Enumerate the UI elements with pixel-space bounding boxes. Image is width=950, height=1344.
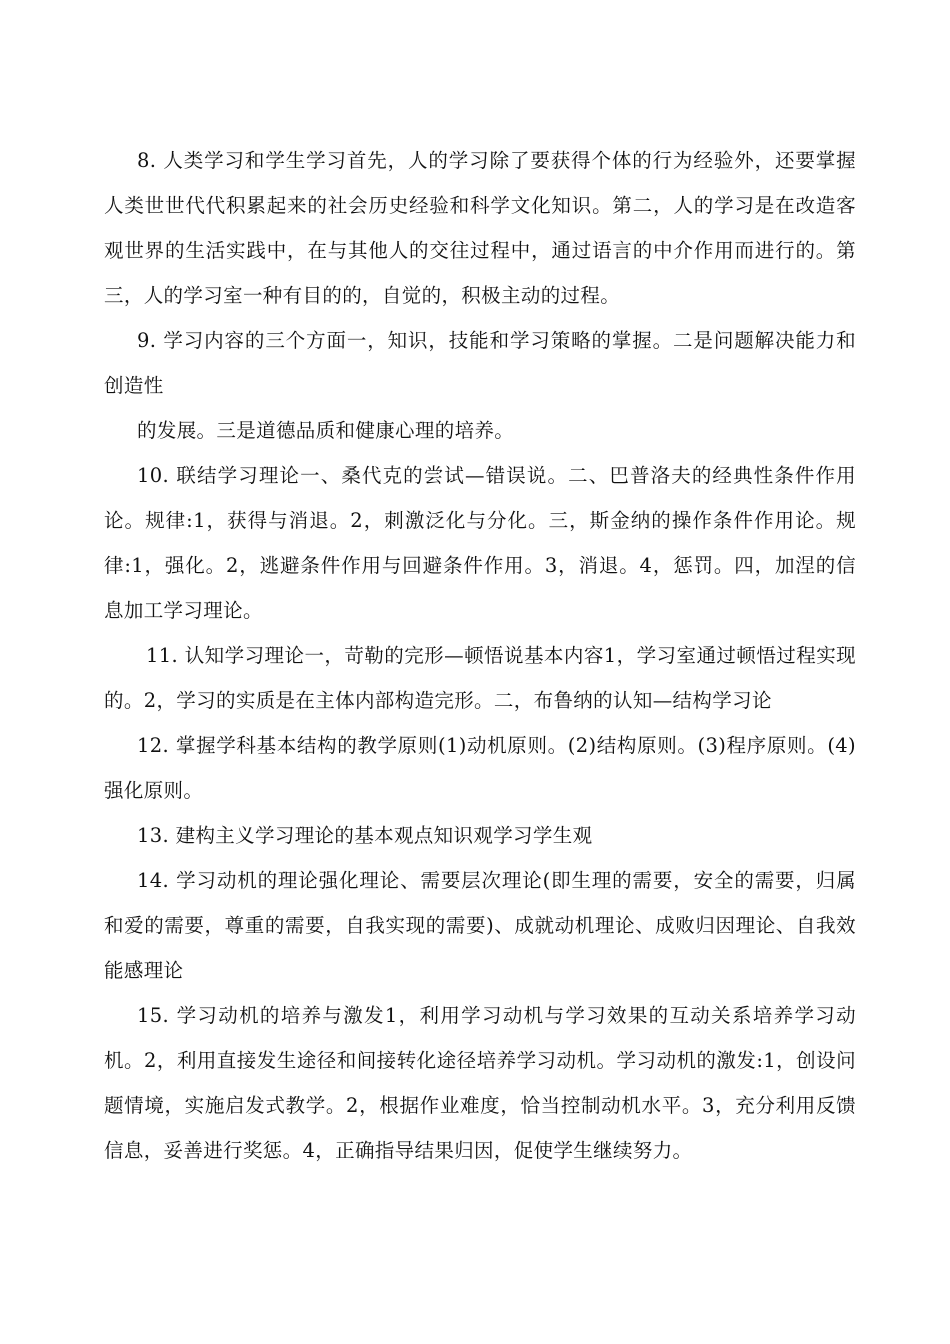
paragraph-10: 10. 联结学习理论一、桑代克的尝试—错误说。二、巴普洛夫的经典性条件作用论。规律:1，获得与消退。2，刺激泛化与分化。三，斯金纳的操作条件作用论。规律:1，强化。2，逃避条件作用与回避条件作用。3，消退。4，惩罚。四，加涅的信息加工学习理论。 — [104, 464, 856, 622]
paragraph-13: 13. 建构主义学习理论的基本观点知识观学习学生观 — [137, 824, 593, 847]
paragraph-11: 11. 认知学习理论一，苛勒的完形—顿悟说基本内容1，学习室通过顿悟过程实现的。2，学习的实质是在主体内部构造完形。二，布鲁纳的认知—结构学习论 — [104, 644, 856, 712]
paragraph-15: 15. 学习动机的培养与激发1，利用学习动机与学习效果的互动关系培养学习动机。2，利用直接发生途径和间接转化途径培养学习动机。学习动机的激发:1，创设问题情境，实施启发式教学。2，根据作业难度，恰当控制动机水平。3，充分利用反馈信息，妥善进行奖惩。4，正确指导结果归因，促使学生继续努力。 — [104, 1004, 856, 1162]
paragraph-8: 8. 人类学习和学生学习首先，人的学习除了要获得个体的行为经验外，还要掌握人类世世代代积累起来的社会历史经验和科学文化知识。第二，人的学习是在改造客观世界的生活实践中，在与其他人的交往过程中，通过语言的中介作用而进行的。第三，人的学习室一种有目的的，自觉的，积极主动的过程。 — [104, 149, 856, 307]
paragraph-9: 9. 学习内容的三个方面一，知识，技能和学习策略的掌握。二是问题解决能力和创造性 — [104, 329, 856, 397]
document-body — [104, 138, 856, 1173]
paragraph-9-continued: 的发展。三是道德品质和健康心理的培养。 — [137, 419, 515, 442]
paragraph-12: 12. 掌握学科基本结构的教学原则(1)动机原则。(2)结构原则。(3)程序原则。(4)强化原则。 — [104, 734, 856, 802]
paragraph-14: 14. 学习动机的理论强化理论、需要层次理论(即生理的需要，安全的需要，归属和爱的需要，尊重的需要，自我实现的需要)、成就动机理论、成败归因理论、自我效能感理论 — [104, 869, 856, 982]
